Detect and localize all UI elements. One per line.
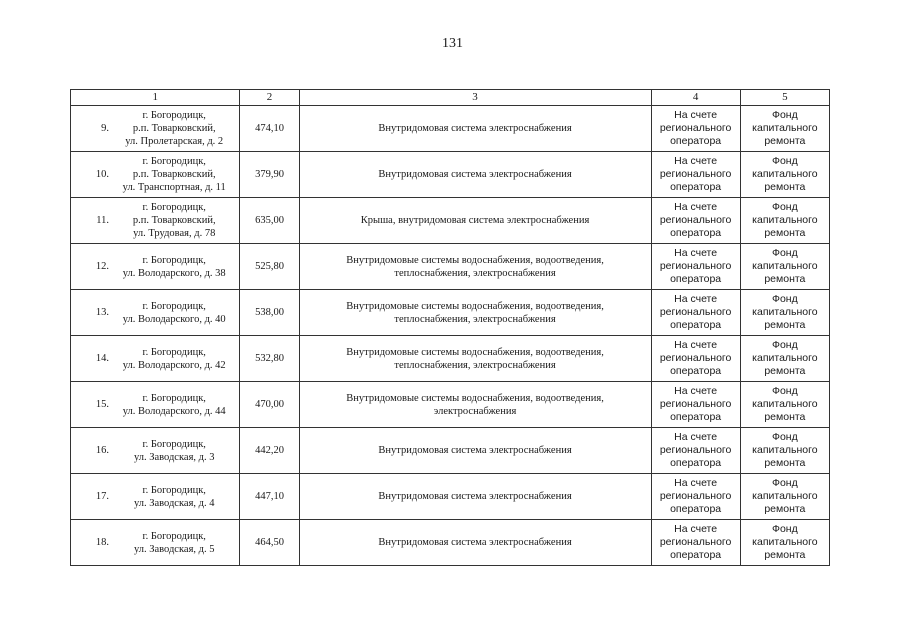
account-cell xyxy=(651,106,740,152)
account-line: На счете xyxy=(674,339,718,351)
address-line: ул. Володарского, д. 44 xyxy=(122,405,226,417)
works-line: Внутридомовые системы водоснабжения, водоотведения, xyxy=(346,300,604,312)
account-line: оператора xyxy=(670,503,722,515)
works-cell xyxy=(299,336,651,382)
account-line: На счете xyxy=(674,523,718,535)
account-line: На счете xyxy=(674,155,718,167)
header-col-2: 2 xyxy=(240,90,299,106)
address-cell xyxy=(71,382,240,428)
row-number: 12. xyxy=(95,261,109,272)
area-cell: 470,00 xyxy=(240,382,299,428)
area-cell: 525,80 xyxy=(240,244,299,290)
address-cell xyxy=(71,336,240,382)
fund-line: ремонта xyxy=(764,135,806,147)
row-number: 18. xyxy=(95,537,109,548)
account-cell xyxy=(651,152,740,198)
fund-cell xyxy=(740,290,829,336)
works-line: Крыша, внутридомовая система электроснабжения xyxy=(360,215,590,226)
account-cell xyxy=(651,382,740,428)
works-line: Внутридомовые системы водоснабжения, водоотведения, xyxy=(346,392,604,404)
works-line: Внутридомовые системы водоснабжения, водоотведения, xyxy=(346,346,604,358)
repair-table xyxy=(70,89,830,566)
works-cell xyxy=(299,244,651,290)
fund-line: ремонта xyxy=(764,503,806,515)
table-row xyxy=(71,244,830,290)
page-number: 131 xyxy=(442,36,463,51)
fund-cell xyxy=(740,474,829,520)
fund-cell xyxy=(740,336,829,382)
account-cell xyxy=(651,244,740,290)
fund-cell xyxy=(740,152,829,198)
area-cell: 538,00 xyxy=(240,290,299,336)
account-line: оператора xyxy=(670,549,722,561)
address-line: ул. Володарского, д. 38 xyxy=(122,267,226,279)
fund-cell xyxy=(740,244,829,290)
fund-line: Фонд xyxy=(771,155,798,167)
account-line: регионального xyxy=(659,398,732,410)
header-col-3: 3 xyxy=(299,90,651,106)
account-line: регионального xyxy=(659,352,732,364)
fund-line: Фонд xyxy=(771,339,798,351)
account-line: регионального xyxy=(659,260,732,272)
header-col-4: 4 xyxy=(651,90,740,106)
address-line: ул. Заводская, д. 3 xyxy=(133,451,215,463)
fund-line: капитального xyxy=(752,352,818,364)
works-line: Внутридомовая система электроснабжения xyxy=(378,445,572,456)
row-number: 10. xyxy=(95,169,109,180)
fund-line: Фонд xyxy=(771,477,798,489)
account-line: регионального xyxy=(659,214,732,226)
account-line: регионального xyxy=(659,306,732,318)
header-row xyxy=(71,90,830,106)
works-line: Внутридомовая система электроснабжения xyxy=(378,537,572,548)
account-line: регионального xyxy=(659,444,732,456)
works-line: теплоснабжения, электроснабжения xyxy=(394,313,556,325)
fund-line: капитального xyxy=(752,122,818,134)
works-line: электроснабжения xyxy=(433,405,517,417)
address-line: ул. Володарского, д. 42 xyxy=(122,359,226,371)
account-cell xyxy=(651,520,740,566)
address-cell xyxy=(71,106,240,152)
fund-line: капитального xyxy=(752,214,818,226)
address-line: ул. Заводская, д. 5 xyxy=(133,543,215,555)
account-line: оператора xyxy=(670,273,722,285)
fund-line: ремонта xyxy=(764,549,806,561)
address-line: г. Богородицк, xyxy=(142,530,206,542)
table-row xyxy=(71,382,830,428)
area-cell: 532,80 xyxy=(240,336,299,382)
area-cell: 464,50 xyxy=(240,520,299,566)
address-line: р.п. Товарковский, xyxy=(132,215,216,226)
works-cell xyxy=(299,152,651,198)
address-line: ул. Транспортная, д. 11 xyxy=(122,182,226,193)
account-line: регионального xyxy=(659,490,732,502)
fund-line: Фонд xyxy=(771,431,798,443)
fund-line: Фонд xyxy=(771,201,798,213)
table-row xyxy=(71,198,830,244)
account-line: На счете xyxy=(674,385,718,397)
account-line: регионального xyxy=(659,168,732,180)
address-line: ул. Володарского, д. 40 xyxy=(122,313,226,325)
address-cell xyxy=(71,428,240,474)
fund-line: капитального xyxy=(752,168,818,180)
table-row xyxy=(71,290,830,336)
works-line: теплоснабжения, электроснабжения xyxy=(394,359,556,371)
address-line: г. Богородицк, xyxy=(142,300,206,312)
fund-line: ремонта xyxy=(764,411,806,423)
account-line: оператора xyxy=(670,181,722,193)
account-cell xyxy=(651,290,740,336)
works-cell xyxy=(299,474,651,520)
fund-line: Фонд xyxy=(771,523,798,535)
works-cell xyxy=(299,520,651,566)
fund-line: ремонта xyxy=(764,319,806,331)
address-line: ул. Заводская, д. 4 xyxy=(133,497,215,509)
fund-line: Фонд xyxy=(771,247,798,259)
account-line: На счете xyxy=(674,109,718,121)
header-col-5: 5 xyxy=(740,90,829,106)
account-line: регионального xyxy=(659,536,732,548)
account-line: оператора xyxy=(670,365,722,377)
row-number: 13. xyxy=(95,307,109,318)
row-number: 11. xyxy=(96,215,109,226)
fund-cell xyxy=(740,382,829,428)
table-row xyxy=(71,428,830,474)
works-line: Внутридомовая система электроснабжения xyxy=(378,169,572,180)
address-line: р.п. Товарковский, xyxy=(132,123,216,134)
account-line: регионального xyxy=(659,122,732,134)
address-cell xyxy=(71,520,240,566)
area-cell: 635,00 xyxy=(240,198,299,244)
fund-cell xyxy=(740,198,829,244)
account-line: оператора xyxy=(670,227,722,239)
fund-line: ремонта xyxy=(764,457,806,469)
address-line: ул. Трудовая, д. 78 xyxy=(133,228,216,239)
fund-cell xyxy=(740,428,829,474)
table-row xyxy=(71,336,830,382)
fund-line: ремонта xyxy=(764,365,806,377)
account-cell xyxy=(651,336,740,382)
fund-line: ремонта xyxy=(764,273,806,285)
fund-line: Фонд xyxy=(771,385,798,397)
row-number: 17. xyxy=(95,491,109,502)
works-cell xyxy=(299,106,651,152)
fund-line: капитального xyxy=(752,398,818,410)
account-line: На счете xyxy=(674,201,718,213)
header-col-1: 1 xyxy=(71,90,240,106)
account-line: На счете xyxy=(674,247,718,259)
fund-line: капитального xyxy=(752,490,818,502)
row-number: 14. xyxy=(95,353,109,364)
account-cell xyxy=(651,474,740,520)
area-cell: 474,10 xyxy=(240,106,299,152)
area-cell: 447,10 xyxy=(240,474,299,520)
table-row xyxy=(71,520,830,566)
address-cell xyxy=(71,152,240,198)
address-cell xyxy=(71,474,240,520)
works-line: Внутридомовые системы водоснабжения, водоотведения, xyxy=(346,254,604,266)
area-cell: 442,20 xyxy=(240,428,299,474)
address-line: г. Богородицк, xyxy=(142,438,206,450)
address-line: г. Богородицк, xyxy=(142,484,206,496)
address-line: г. Богородицк, xyxy=(142,346,206,358)
address-line: г. Богородицк, xyxy=(142,254,206,266)
address-cell xyxy=(71,290,240,336)
table-row xyxy=(71,474,830,520)
works-line: теплоснабжения, электроснабжения xyxy=(394,267,556,279)
fund-line: ремонта xyxy=(764,227,806,239)
fund-line: ремонта xyxy=(764,181,806,193)
works-cell xyxy=(299,198,651,244)
account-line: оператора xyxy=(670,457,722,469)
address-cell xyxy=(71,198,240,244)
works-cell xyxy=(299,382,651,428)
fund-line: капитального xyxy=(752,536,818,548)
fund-line: капитального xyxy=(752,306,818,318)
address-line: г. Богородицк, xyxy=(142,156,206,167)
area-cell: 379,90 xyxy=(240,152,299,198)
works-line: Внутридомовая система электроснабжения xyxy=(378,123,572,134)
address-cell xyxy=(71,244,240,290)
account-line: оператора xyxy=(670,319,722,331)
works-line: Внутридомовая система электроснабжения xyxy=(378,491,572,502)
fund-line: капитального xyxy=(752,260,818,272)
account-line: На счете xyxy=(674,431,718,443)
works-cell xyxy=(299,290,651,336)
fund-line: капитального xyxy=(752,444,818,456)
account-cell xyxy=(651,428,740,474)
works-cell xyxy=(299,428,651,474)
account-line: На счете xyxy=(674,293,718,305)
address-line: г. Богородицк, xyxy=(142,202,206,213)
address-line: г. Богородицк, xyxy=(142,392,206,404)
address-line: г. Богородицк, xyxy=(142,110,206,121)
table-row xyxy=(71,152,830,198)
address-line: ул. Пролетарская, д. 2 xyxy=(125,136,224,147)
account-line: оператора xyxy=(670,135,722,147)
address-line: р.п. Товарковский, xyxy=(132,169,216,180)
account-line: оператора xyxy=(670,411,722,423)
account-line: На счете xyxy=(674,477,718,489)
account-cell xyxy=(651,198,740,244)
row-number: 16. xyxy=(95,445,109,456)
fund-line: Фонд xyxy=(771,293,798,305)
fund-cell xyxy=(740,520,829,566)
table-row xyxy=(71,106,830,152)
row-number: 15. xyxy=(95,399,109,410)
fund-cell xyxy=(740,106,829,152)
fund-line: Фонд xyxy=(771,109,798,121)
row-number: 9. xyxy=(101,123,109,134)
